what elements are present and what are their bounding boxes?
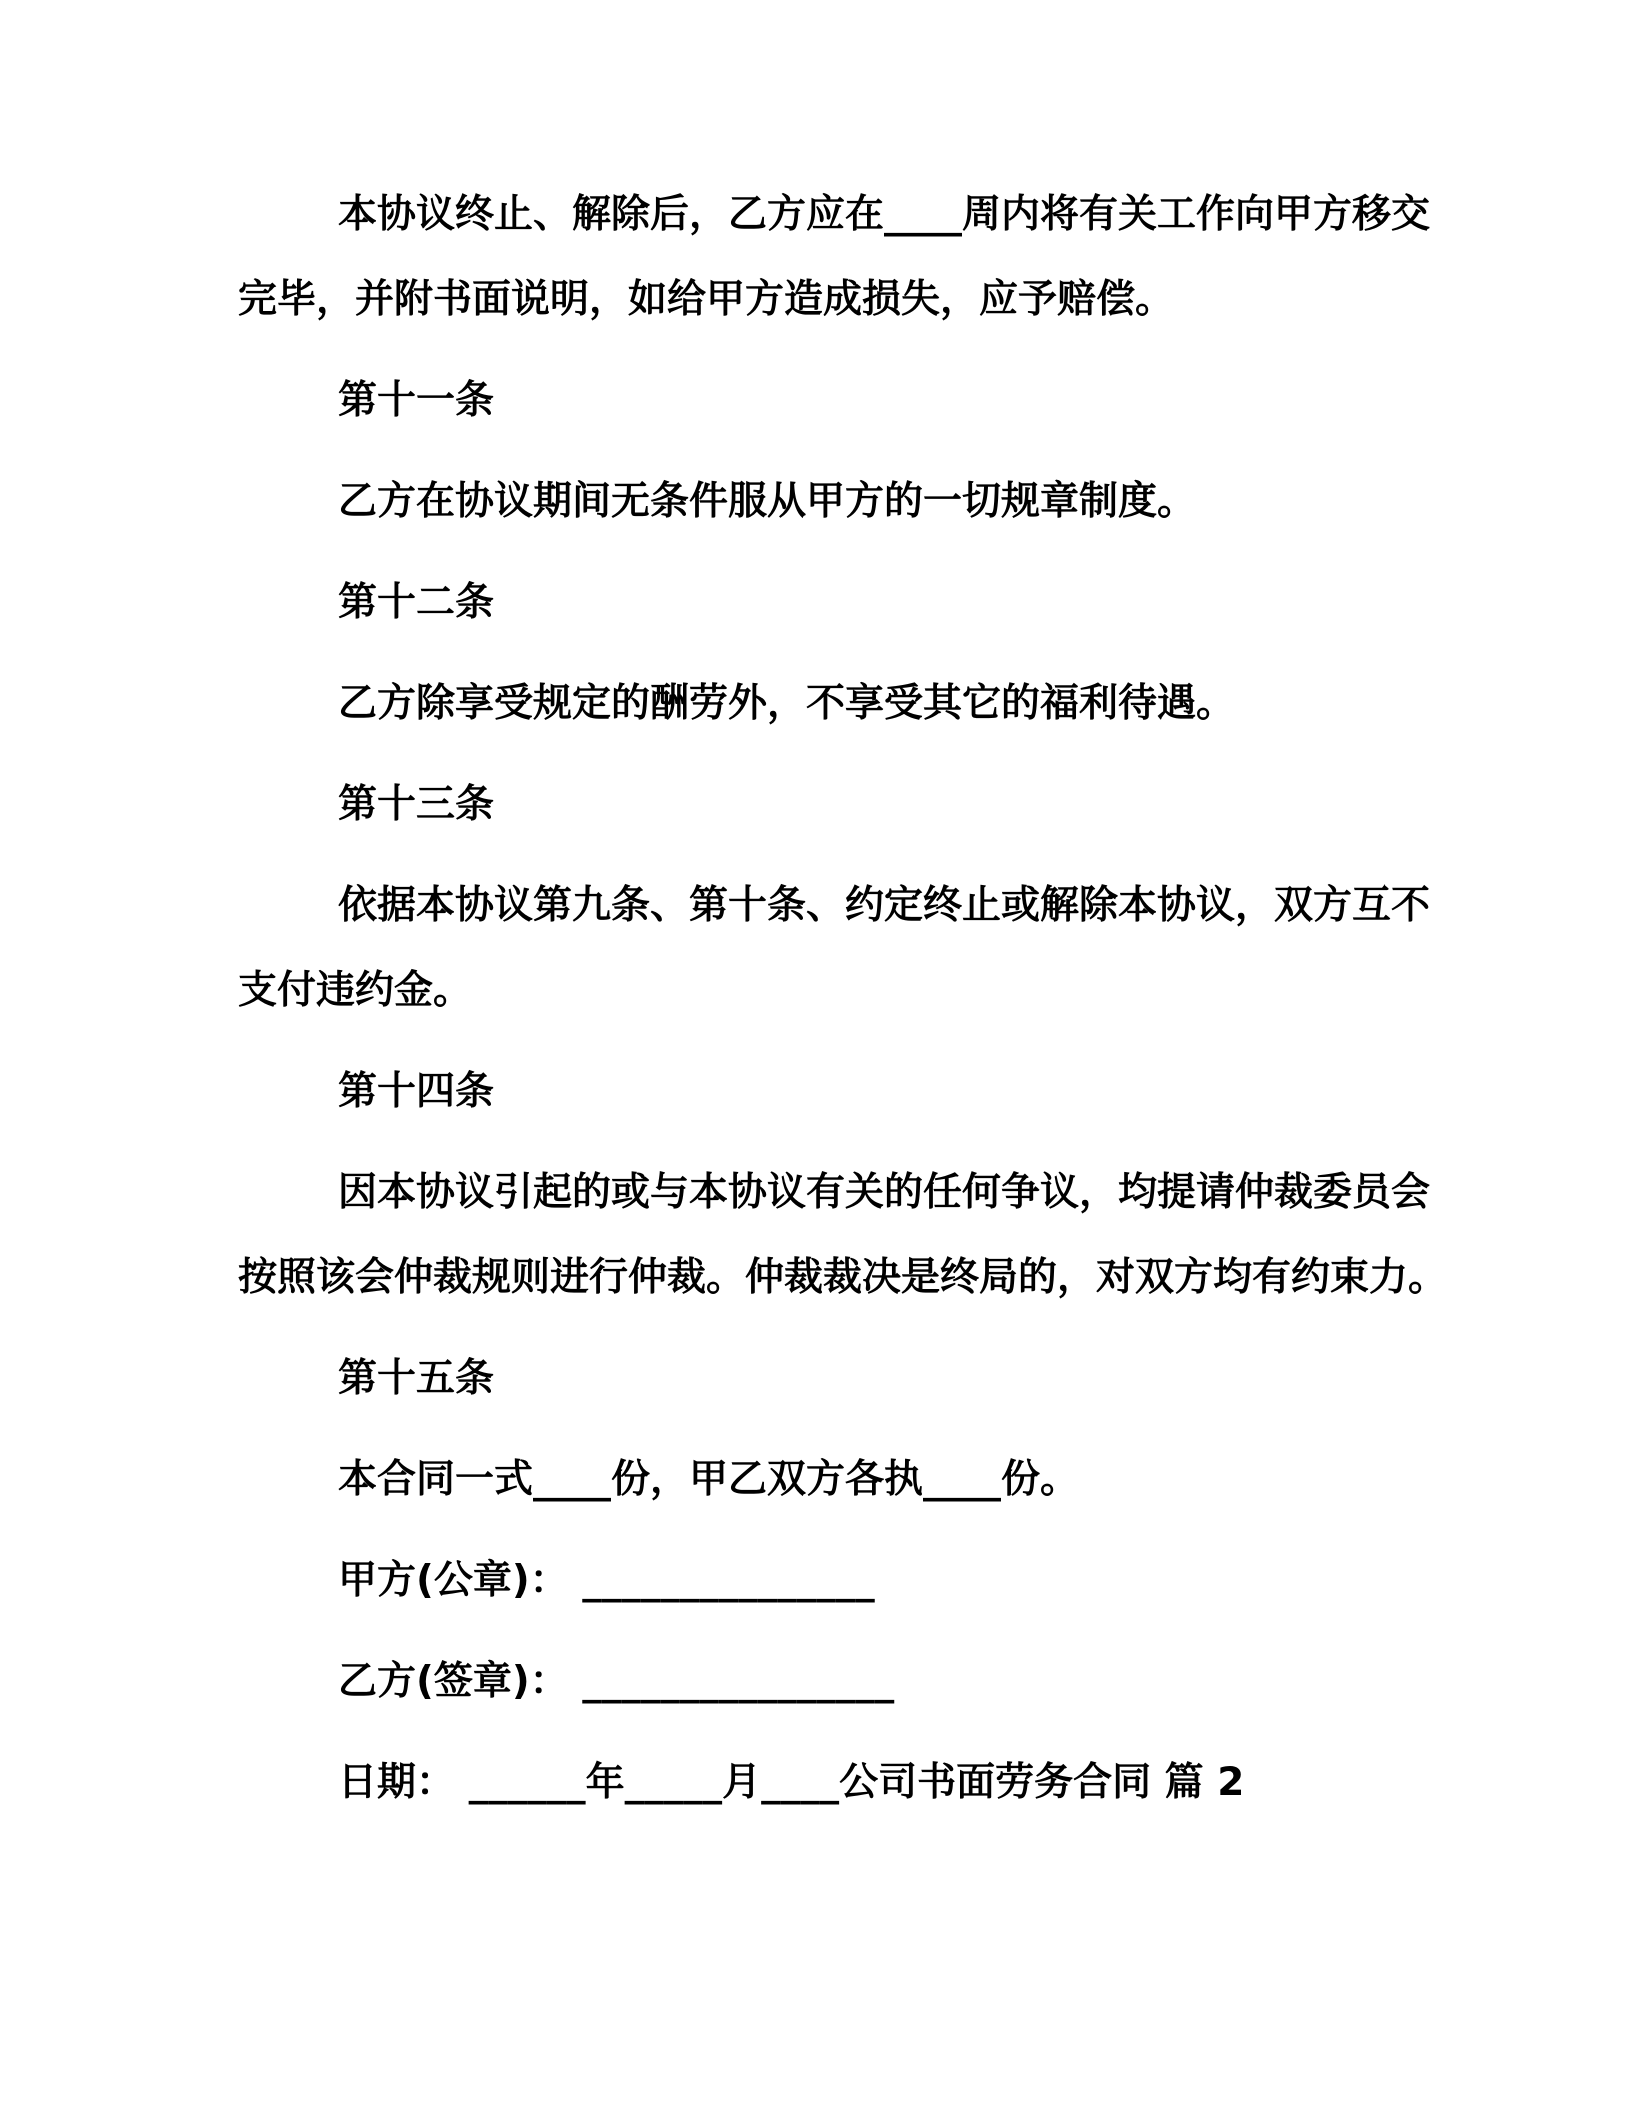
date-line: 日期： ______年_____月____公司书面劳务合同 篇 2: [338, 1760, 1245, 1805]
article-11-text: 乙方在协议期间无条件服从甲方的一切规章制度。: [338, 479, 1197, 524]
article-14-heading: 第十四条: [338, 1069, 495, 1114]
clause-handover-text: 本协议终止、解除后，乙方应在____周内将有关工作向甲方移交完毕，并附书面说明，如给甲方造成损失，应予赔偿。: [238, 192, 1431, 322]
signature-line-party-b: 乙方(签章)： ________________: [338, 1659, 895, 1704]
article-14-text: 因本协议引起的或与本协议有关的任何争议，均提请仲裁委员会按照该会仲裁规则进行仲裁。仲裁裁决是终局的，对双方均有约束力。: [238, 1170, 1448, 1300]
article-13-heading: 第十三条: [338, 782, 495, 827]
signature-line-party-a: 甲方(公章)： _______________: [338, 1558, 875, 1603]
article-13-text: 依据本协议第九条、第十条、约定终止或解除本协议，双方互不支付违约金。: [238, 883, 1431, 1013]
article-15-text: 本合同一式____份，甲乙双方各执____份。: [338, 1457, 1080, 1502]
article-15-heading: 第十五条: [338, 1356, 495, 1401]
article-12-text: 乙方除享受规定的酬劳外，不享受其它的福利待遇。: [338, 681, 1236, 726]
article-11-heading: 第十一条: [338, 378, 495, 423]
document-body: [238, 172, 1458, 1841]
article-12-heading: 第十二条: [338, 580, 495, 625]
